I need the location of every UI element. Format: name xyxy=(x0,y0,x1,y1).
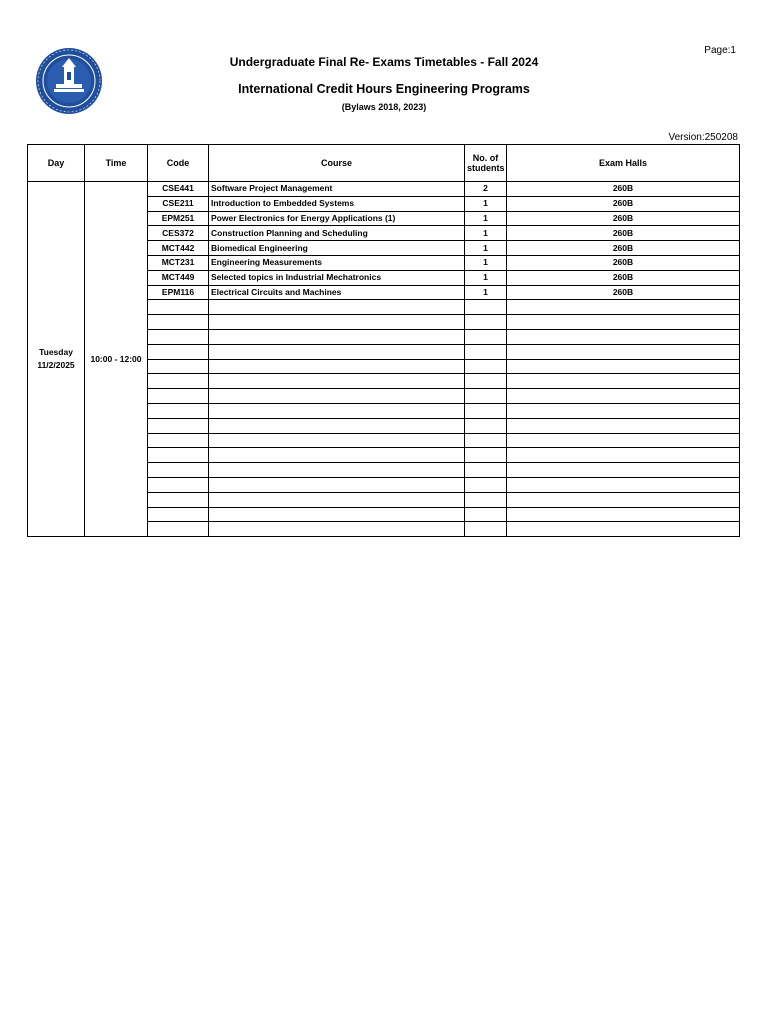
course-code-cell xyxy=(148,403,209,418)
col-header-time: Time xyxy=(85,145,148,182)
student-count-cell xyxy=(465,359,507,374)
table-row xyxy=(28,182,740,197)
student-count-cell xyxy=(465,463,507,478)
table-body xyxy=(28,182,740,537)
course-code-cell: CSE211 xyxy=(148,196,209,211)
student-count-cell: 1 xyxy=(465,196,507,211)
course-name-cell xyxy=(209,492,465,507)
student-count-cell: 1 xyxy=(465,226,507,241)
exam-timetable xyxy=(27,144,740,537)
course-code-cell: MCT442 xyxy=(148,241,209,256)
course-code-cell xyxy=(148,507,209,522)
student-count-cell xyxy=(465,344,507,359)
student-count-cell xyxy=(465,492,507,507)
col-header-code: Code xyxy=(148,145,209,182)
course-code-cell: MCT231 xyxy=(148,255,209,270)
course-name-cell xyxy=(209,448,465,463)
course-name-cell: Selected topics in Industrial Mechatronics xyxy=(209,270,465,285)
programs-subtitle: International Credit Hours Engineering Programs xyxy=(238,82,530,96)
course-name-cell xyxy=(209,374,465,389)
student-count-cell xyxy=(465,477,507,492)
course-code-cell: EPM116 xyxy=(148,285,209,300)
exam-hall-cell xyxy=(507,477,740,492)
col-header-day: Day xyxy=(28,145,85,182)
student-count-cell xyxy=(465,300,507,315)
course-name-cell: Engineering Measurements xyxy=(209,255,465,270)
exam-hall-cell xyxy=(507,389,740,404)
student-count-cell: 1 xyxy=(465,211,507,226)
version-label: Version:250208 xyxy=(668,132,738,143)
course-name-cell: Electrical Circuits and Machines xyxy=(209,285,465,300)
course-name-cell xyxy=(209,300,465,315)
course-name-cell xyxy=(209,418,465,433)
exam-hall-cell xyxy=(507,492,740,507)
course-code-cell xyxy=(148,418,209,433)
exam-hall-cell xyxy=(507,418,740,433)
exam-hall-cell xyxy=(507,329,740,344)
exam-hall-cell: 260B xyxy=(507,255,740,270)
course-name-cell xyxy=(209,433,465,448)
exam-hall-cell: 260B xyxy=(507,241,740,256)
student-count-cell xyxy=(465,522,507,537)
exam-hall-cell xyxy=(507,522,740,537)
bylaws-note: (Bylaws 2018, 2023) xyxy=(341,102,427,112)
table-header-row xyxy=(28,145,740,182)
course-code-cell xyxy=(148,329,209,344)
course-name-cell xyxy=(209,359,465,374)
course-code-cell: MCT449 xyxy=(148,270,209,285)
exam-hall-cell xyxy=(507,359,740,374)
student-count-cell xyxy=(465,389,507,404)
exam-hall-cell xyxy=(507,448,740,463)
course-code-cell xyxy=(148,448,209,463)
student-count-cell: 1 xyxy=(465,255,507,270)
course-code-cell xyxy=(148,492,209,507)
student-count-cell xyxy=(465,329,507,344)
course-name-cell xyxy=(209,403,465,418)
exam-hall-cell xyxy=(507,344,740,359)
course-code-cell xyxy=(148,344,209,359)
course-name-cell xyxy=(209,329,465,344)
course-code-cell xyxy=(148,389,209,404)
course-name-cell: Power Electronics for Energy Applications (1) xyxy=(209,211,465,226)
course-name-cell: Construction Planning and Scheduling xyxy=(209,226,465,241)
course-name-cell xyxy=(209,344,465,359)
student-count-cell xyxy=(465,403,507,418)
course-name-cell xyxy=(209,389,465,404)
student-count-cell: 2 xyxy=(465,182,507,197)
course-name-cell xyxy=(209,522,465,537)
course-code-cell xyxy=(148,359,209,374)
day-date: 11/2/2025 xyxy=(37,360,75,371)
document-title: Undergraduate Final Re- Exams Timetables - Fall 2024 xyxy=(229,55,539,69)
course-code-cell: CSE441 xyxy=(148,182,209,197)
exam-hall-cell xyxy=(507,463,740,478)
exam-hall-cell: 260B xyxy=(507,226,740,241)
course-name-cell: Software Project Management xyxy=(209,182,465,197)
course-name-cell xyxy=(209,315,465,330)
exam-hall-cell: 260B xyxy=(507,270,740,285)
page-number: Page:1 xyxy=(704,45,736,56)
course-name-cell xyxy=(209,477,465,492)
student-count-cell xyxy=(465,374,507,389)
col-header-halls: Exam Halls xyxy=(507,145,740,182)
course-code-cell xyxy=(148,315,209,330)
course-code-cell xyxy=(148,433,209,448)
course-code-cell xyxy=(148,300,209,315)
course-code-cell: CES372 xyxy=(148,226,209,241)
exam-hall-cell xyxy=(507,300,740,315)
exam-hall-cell xyxy=(507,433,740,448)
course-name-cell: Introduction to Embedded Systems xyxy=(209,196,465,211)
col-header-students: No. of students xyxy=(465,145,507,182)
col-header-course: Course xyxy=(209,145,465,182)
exam-hall-cell: 260B xyxy=(507,182,740,197)
exam-hall-cell xyxy=(507,507,740,522)
course-code-cell: EPM251 xyxy=(148,211,209,226)
course-code-cell xyxy=(148,522,209,537)
course-code-cell xyxy=(148,477,209,492)
time-slot-cell: 10:00 - 12:00 xyxy=(85,182,148,537)
exam-hall-cell: 260B xyxy=(507,211,740,226)
student-count-cell: 1 xyxy=(465,285,507,300)
student-count-cell: 1 xyxy=(465,270,507,285)
student-count-cell: 1 xyxy=(465,241,507,256)
exam-hall-cell xyxy=(507,403,740,418)
exam-hall-cell: 260B xyxy=(507,196,740,211)
day-name: Tuesday xyxy=(39,347,73,358)
course-name-cell xyxy=(209,463,465,478)
student-count-cell xyxy=(465,448,507,463)
exam-hall-cell xyxy=(507,374,740,389)
student-count-cell xyxy=(465,433,507,448)
student-count-cell xyxy=(465,507,507,522)
course-code-cell xyxy=(148,463,209,478)
exam-hall-cell xyxy=(507,315,740,330)
course-name-cell xyxy=(209,507,465,522)
day-cell xyxy=(28,182,85,537)
course-code-cell xyxy=(148,374,209,389)
exam-hall-cell: 260B xyxy=(507,285,740,300)
course-name-cell: Biomedical Engineering xyxy=(209,241,465,256)
student-count-cell xyxy=(465,418,507,433)
student-count-cell xyxy=(465,315,507,330)
